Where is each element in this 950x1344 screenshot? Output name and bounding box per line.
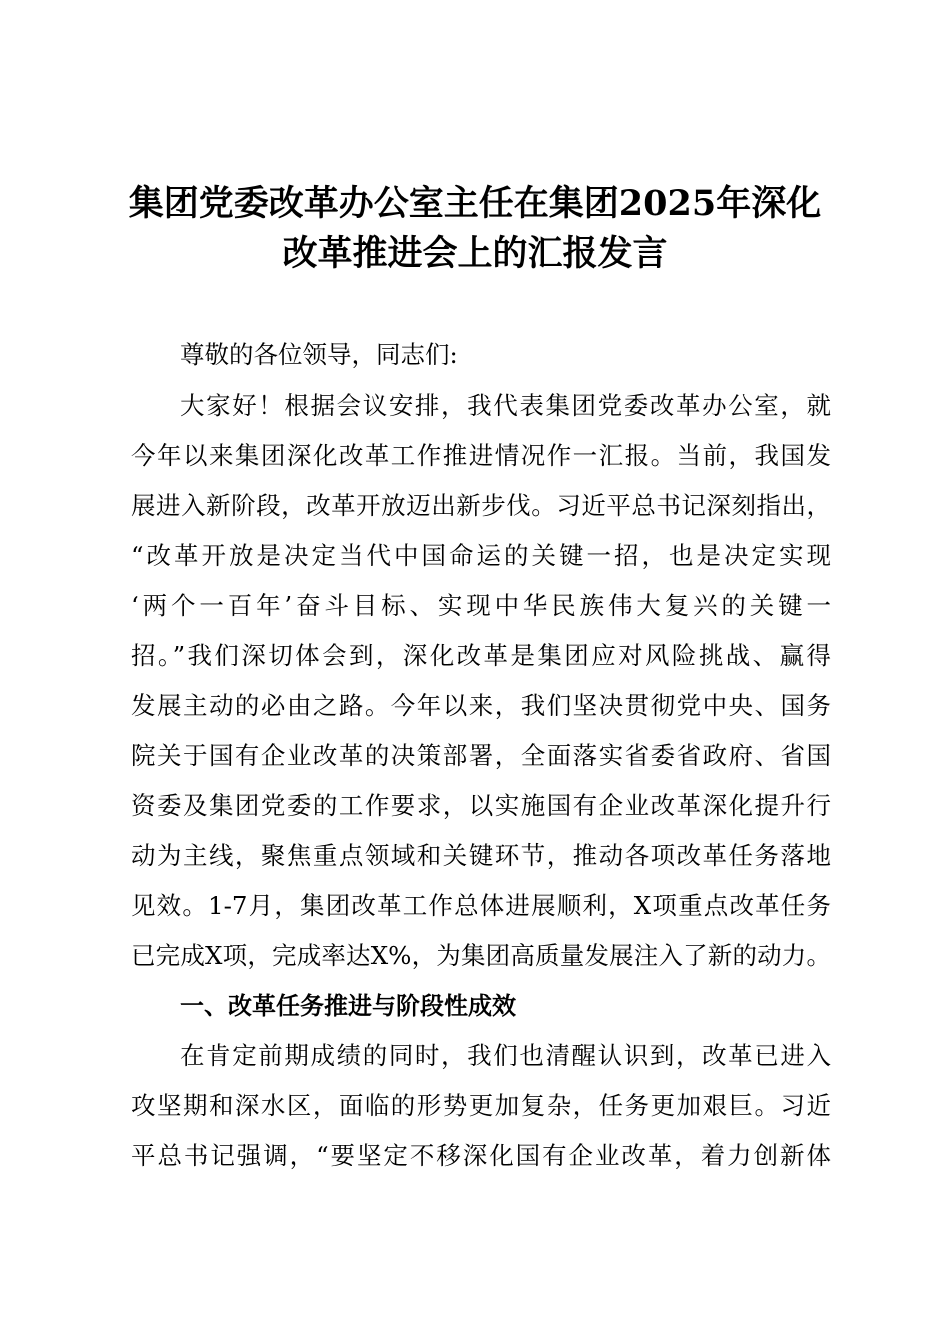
paragraph-1-line: 大家好！根据会议安排，我代表集团党委改革办公室，就 (180, 391, 831, 420)
paragraph-1-line: 发展主动的必由之路。今年以来，我们坚决贯彻党中央、国务 (131, 691, 831, 720)
paragraph-1-line: 院关于国有企业改革的决策部署，全面落实省委省政府、省国 (131, 741, 831, 770)
paragraph-1-line: ‘两个一百年’奋斗目标、实现中华民族伟大复兴的关键一 (131, 591, 831, 620)
document-title-line-1: 集团党委改革办公室主任在集团2025年深化 (128, 183, 822, 224)
paragraph-2-line: 平总书记强调，“要坚定不移深化国有企业改革，着力创新体 (131, 1141, 831, 1170)
paragraph-1-line: 见效。1-7月，集团改革工作总体进展顺利，X项重点改革任务 (131, 891, 831, 920)
paragraph-1-line: 招。”我们深切体会到，深化改革是集团应对风险挑战、赢得 (131, 641, 831, 670)
paragraph-1-line: 展进入新阶段，改革开放迈出新步伐。习近平总书记深刻指出， (131, 491, 831, 520)
paragraph-2-line: 攻坚期和深水区，面临的形势更加复杂，任务更加艰巨。习近 (131, 1091, 831, 1120)
paragraph-1-line: “改革开放是决定当代中国命运的关键一招，也是决定实现 (131, 541, 831, 570)
paragraph-1-line: 今年以来集团深化改革工作推进情况作一汇报。当前，我国发 (131, 441, 831, 470)
paragraph-2-line: 在肯定前期成绩的同时，我们也清醒认识到，改革已进入 (180, 1041, 831, 1070)
paragraph-1-line: 已完成X项，完成率达X%，为集团高质量发展注入了新的动力。 (131, 941, 831, 970)
salutation: 尊敬的各位领导，同志们: (180, 340, 458, 369)
paragraph-1-line: 资委及集团党委的工作要求，以实施国有企业改革深化提升行 (131, 791, 831, 820)
document-title-line-2: 改革推进会上的汇报发言 (282, 233, 668, 274)
section-1-heading: 一、改革任务推进与阶段性成效 (180, 992, 516, 1020)
paragraph-1-line: 动为主线，聚焦重点领域和关键环节，推动各项改革任务落地 (131, 841, 831, 870)
